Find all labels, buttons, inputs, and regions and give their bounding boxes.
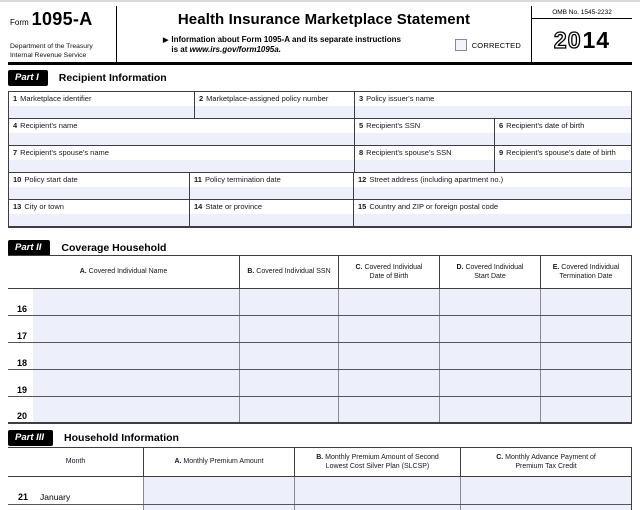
row18-ssn-input[interactable] bbox=[239, 343, 338, 369]
field-4-input[interactable] bbox=[9, 133, 354, 145]
part3-tag: Part III bbox=[8, 430, 53, 446]
row16-dob-input[interactable] bbox=[338, 289, 439, 315]
corrected-checkbox[interactable] bbox=[455, 39, 467, 51]
header-center bbox=[116, 6, 532, 62]
instruction-text: ▶ Information about Form 1095-A and its separate instructions is at www.irs.gov/form1095a. bbox=[163, 35, 401, 55]
field-2-input[interactable] bbox=[195, 106, 354, 118]
row-number: 16 bbox=[17, 304, 28, 314]
field-13-input[interactable] bbox=[9, 214, 189, 226]
field-14-input[interactable] bbox=[190, 214, 353, 226]
table-row bbox=[9, 200, 631, 226]
part2-title: Coverage Household bbox=[61, 242, 167, 254]
row20-name-input[interactable] bbox=[33, 397, 239, 422]
row19-name-input[interactable] bbox=[33, 370, 239, 396]
field-15-input[interactable] bbox=[354, 214, 631, 226]
part2-row-20 bbox=[8, 397, 631, 424]
form-header bbox=[8, 6, 632, 62]
part2-tag: Part II bbox=[8, 240, 50, 256]
row21-premium-amount-input[interactable] bbox=[143, 477, 294, 504]
row16-name-input[interactable] bbox=[33, 289, 239, 315]
row20-start-date-input[interactable] bbox=[439, 397, 540, 422]
table-row bbox=[9, 173, 631, 200]
field-9-spouse-dob: 9 Recipient's spouse's date of birth bbox=[494, 146, 631, 172]
field-10-input[interactable] bbox=[9, 187, 189, 199]
field-15-country-zip: 15 Country and ZIP or foreign postal code bbox=[353, 200, 631, 226]
corrected-label: CORRECTED bbox=[471, 40, 521, 50]
part3-row-21-january bbox=[8, 477, 631, 505]
part2-col-d-header: D. Covered Individual Start Date bbox=[439, 256, 540, 288]
row19-dob-input[interactable] bbox=[338, 370, 439, 396]
row18-start-date-input[interactable] bbox=[439, 343, 540, 369]
row21-slcsp-amount-input[interactable] bbox=[294, 477, 460, 504]
part1-table bbox=[8, 91, 632, 228]
part3-row-22-partial bbox=[8, 505, 631, 510]
field-5-recipient-ssn: 5 Recipient's SSN bbox=[354, 119, 494, 145]
corrected-group bbox=[455, 39, 521, 51]
agency-line-1: Department of the Treasury bbox=[10, 43, 93, 51]
row-number: 21 bbox=[18, 492, 29, 502]
part3-col-b-header: B. Monthly Premium Amount of Second Lowest Cost Silver Plan (SLCSP) bbox=[294, 448, 460, 476]
part2-header-row bbox=[8, 255, 631, 289]
row18-termination-date-input[interactable] bbox=[540, 343, 631, 369]
field-8-spouse-ssn: 8 Recipient's spouse's SSN bbox=[354, 146, 494, 172]
form-number: 1095-A bbox=[31, 9, 93, 29]
part2-col-a-header: A. Covered Individual Name bbox=[79, 268, 168, 276]
row-number: 17 bbox=[17, 331, 28, 341]
part3-month-header: Month bbox=[65, 458, 86, 466]
field-7-input[interactable] bbox=[9, 160, 354, 172]
row18-name-input[interactable] bbox=[33, 343, 239, 369]
row16-start-date-input[interactable] bbox=[439, 289, 540, 315]
row16-termination-date-input[interactable] bbox=[540, 289, 631, 315]
field-3-input[interactable] bbox=[355, 106, 631, 118]
agency-line-2: Internal Revenue Service bbox=[10, 51, 87, 59]
field-6-input[interactable] bbox=[495, 133, 631, 145]
page-top-edge bbox=[0, 0, 640, 2]
arrow-icon: ▶ bbox=[163, 37, 169, 44]
form-title: Health Insurance Marketplace Statement bbox=[177, 11, 471, 28]
field-5-input[interactable] bbox=[355, 133, 494, 145]
field-6-recipient-dob: 6 Recipient's date of birth bbox=[494, 119, 631, 145]
part2-row-19 bbox=[8, 370, 631, 397]
field-11-input[interactable] bbox=[190, 187, 353, 199]
part2-col-c-header: C. Covered Individual Date of Birth bbox=[338, 256, 439, 288]
field-11-policy-termination-date: 11 Policy termination date bbox=[189, 173, 353, 199]
row19-termination-date-input[interactable] bbox=[540, 370, 631, 396]
part2-col-b-header: B. Covered Individual SSN bbox=[239, 256, 338, 288]
row20-ssn-input[interactable] bbox=[239, 397, 338, 422]
row16-ssn-input[interactable] bbox=[239, 289, 338, 315]
row18-dob-input[interactable] bbox=[338, 343, 439, 369]
row19-start-date-input[interactable] bbox=[439, 370, 540, 396]
field-4-recipient-name: 4 Recipient's name bbox=[9, 119, 354, 145]
part1-title: Recipient Information bbox=[58, 72, 167, 84]
row-number: 20 bbox=[17, 411, 28, 421]
row17-dob-input[interactable] bbox=[338, 316, 439, 342]
row17-ssn-input[interactable] bbox=[239, 316, 338, 342]
row-number: 19 bbox=[17, 385, 28, 395]
header-rule bbox=[8, 62, 632, 65]
row-number: 18 bbox=[17, 358, 28, 368]
part1-bar bbox=[8, 70, 167, 86]
field-7-spouse-name: 7 Recipient's spouse's name bbox=[9, 146, 354, 172]
table-row bbox=[9, 92, 631, 119]
part3-table bbox=[8, 447, 632, 510]
omb-year-block bbox=[532, 6, 632, 62]
part3-header-row bbox=[8, 447, 631, 477]
field-10-policy-start-date: 10 Policy start date bbox=[9, 173, 189, 199]
field-13-city: 13 City or town bbox=[9, 200, 189, 226]
instruction-url: www.irs.gov/form1095a. bbox=[189, 45, 281, 55]
part2-row-17 bbox=[8, 316, 631, 343]
part2-table bbox=[8, 255, 632, 424]
row19-ssn-input[interactable] bbox=[239, 370, 338, 396]
row17-name-input[interactable] bbox=[33, 316, 239, 342]
table-row bbox=[9, 119, 631, 146]
row17-start-date-input[interactable] bbox=[439, 316, 540, 342]
omb-number: OMB No. 1545-2232 bbox=[532, 6, 632, 19]
table-row bbox=[9, 146, 631, 173]
field-12-input[interactable] bbox=[354, 187, 631, 199]
tax-year: 20 14 bbox=[553, 27, 611, 53]
part1-tag: Part I bbox=[8, 70, 48, 86]
part3-col-a-header: A. Monthly Premium Amount bbox=[143, 448, 294, 476]
part2-row-16 bbox=[8, 289, 631, 316]
form-word: Form bbox=[10, 18, 29, 27]
field-14-state: 14 State or province bbox=[189, 200, 353, 226]
month-label: January bbox=[40, 492, 71, 502]
row20-dob-input[interactable] bbox=[338, 397, 439, 422]
field-9-input[interactable] bbox=[495, 160, 631, 172]
row17-termination-date-input[interactable] bbox=[540, 316, 631, 342]
field-1-input[interactable] bbox=[9, 106, 194, 118]
form-id-block bbox=[8, 6, 116, 62]
row21-tax-credit-input[interactable] bbox=[460, 477, 631, 504]
part3-title: Household Information bbox=[64, 432, 179, 444]
field-12-street-address: 12 Street address (including apartment no.) bbox=[353, 173, 631, 199]
field-8-input[interactable] bbox=[355, 160, 494, 172]
field-3-policy-issuer-name: 3 Policy issuer's name bbox=[354, 92, 631, 118]
field-1-marketplace-identifier: 1 Marketplace identifier bbox=[9, 92, 194, 118]
part2-row-18 bbox=[8, 343, 631, 370]
row20-termination-date-input[interactable] bbox=[540, 397, 631, 422]
part2-col-e-header: E. Covered Individual Termination Date bbox=[540, 256, 631, 288]
part3-bar bbox=[8, 430, 179, 446]
field-2-policy-number: 2 Marketplace-assigned policy number bbox=[194, 92, 354, 118]
part3-col-c-header: C. Monthly Advance Payment of Premium Tax Credit bbox=[460, 448, 631, 476]
part2-bar bbox=[8, 240, 166, 256]
